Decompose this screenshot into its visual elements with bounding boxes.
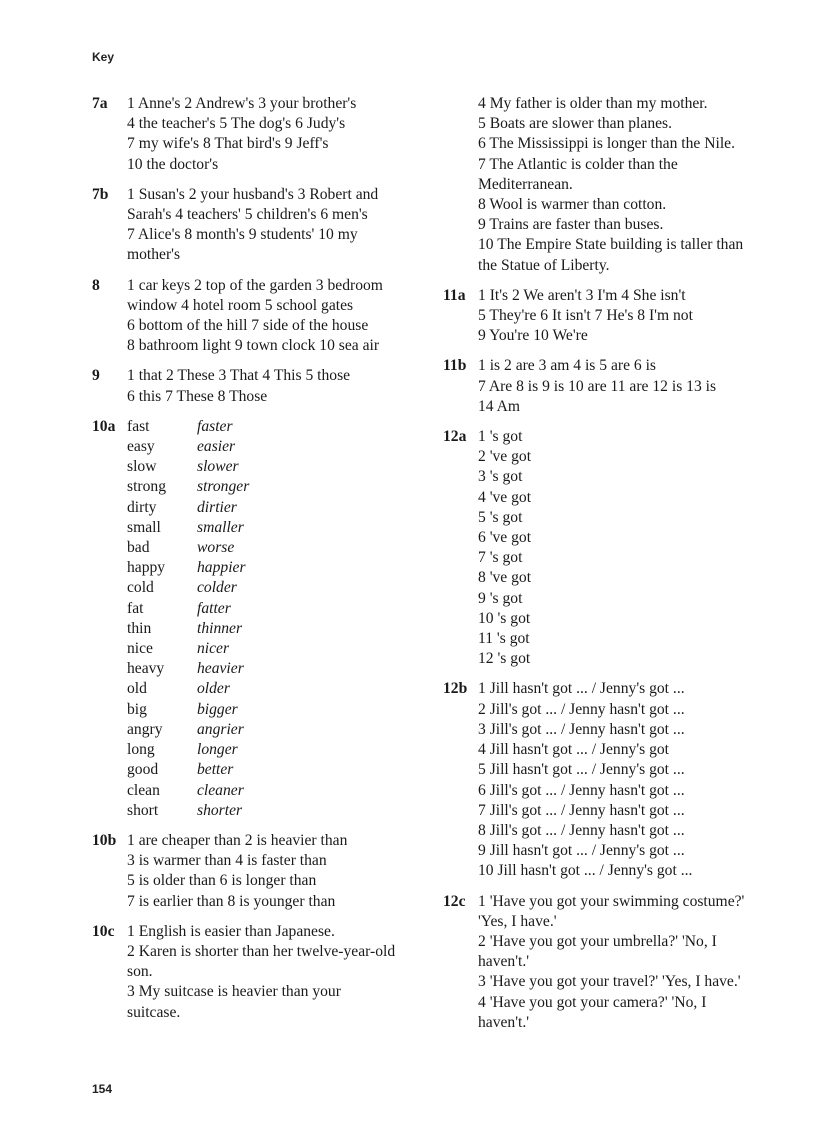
exercise-12a: [443, 427, 783, 669]
comparative: bigger: [197, 700, 238, 718]
exercise-continued: [443, 94, 783, 276]
answer-line: 1 It's 2 We aren't 3 I'm 4 She isn't: [478, 286, 686, 304]
answer-line: 7 Are 8 is 9 is 10 are 11 are 12 is 13 is: [478, 377, 717, 395]
exercise-11b: [443, 356, 783, 417]
answer-line: haven't.': [478, 953, 530, 971]
answer-line: the Statue of Liberty.: [478, 256, 610, 274]
adjective: dirty: [127, 498, 157, 516]
answer-line: 1 Jill hasn't got ... / Jenny's got ...: [478, 680, 685, 698]
answer-line: Mediterranean.: [478, 175, 573, 193]
exercise-number: 7b: [92, 185, 109, 203]
adjective: happy: [127, 559, 166, 577]
answer-line: 8 Jill's got ... / Jenny hasn't got ...: [478, 821, 685, 839]
comparative: angrier: [197, 720, 244, 738]
answer-line: 6 bottom of the hill 7 side of the house: [127, 317, 369, 335]
adjective: slow: [127, 458, 157, 476]
exercise-9: [92, 366, 424, 406]
comparative: happier: [197, 559, 246, 577]
answer-line: 5 Jill hasn't got ... / Jenny's got ...: [478, 761, 685, 779]
comparative: slower: [197, 458, 239, 476]
adjective: clean: [127, 781, 160, 799]
answer-line: 9 's got: [478, 589, 523, 607]
answer-line: 2 Karen is shorter than her twelve-year-old: [127, 942, 396, 960]
answer-line: 8 bathroom light 9 town clock 10 sea air: [127, 337, 380, 355]
comparative: heavier: [197, 660, 244, 678]
adjective: small: [127, 518, 161, 536]
exercise-8: [92, 276, 424, 357]
answer-line: 6 've got: [478, 529, 532, 547]
answer-line: 7 is earlier than 8 is younger than: [127, 892, 336, 910]
answer-line: 5 They're 6 It isn't 7 He's 8 I'm not: [478, 307, 693, 325]
answer-line: 12 's got: [478, 650, 531, 668]
answer-line: 10 The Empire State building is taller than: [478, 236, 744, 254]
exercise-10c: [92, 922, 424, 1023]
exercise-number: 12c: [443, 892, 466, 910]
answer-line: 10 Jill hasn't got ... / Jenny's got ...: [478, 862, 693, 880]
answer-line: 6 The Mississippi is longer than the Nile.: [478, 135, 735, 153]
comparative: stronger: [197, 478, 250, 496]
answer-line: 1 Anne's 2 Andrew's 3 your brother's: [127, 95, 357, 112]
exercise-7a: [92, 94, 424, 175]
answer-line: son.: [127, 963, 153, 981]
comparative: older: [197, 680, 230, 698]
adjective: nice: [127, 640, 153, 658]
comparative: fatter: [197, 599, 231, 617]
answer-line: 3 My suitcase is heavier than your: [127, 983, 341, 1001]
answer-line: 8 've got: [478, 569, 532, 587]
answer-line: 1 Susan's 2 your husband's 3 Robert and: [127, 185, 379, 203]
answer-line: suitcase.: [127, 1003, 181, 1021]
answer-line: 7 The Atlantic is colder than the: [478, 155, 678, 173]
answer-line: 3 is warmer than 4 is faster than: [127, 852, 327, 870]
exercise-number: 11a: [443, 286, 466, 304]
exercise-number: 12b: [443, 680, 468, 698]
answer-line: 9 Trains are faster than buses.: [478, 216, 664, 234]
answer-line: 4 My father is older than my mother.: [478, 95, 708, 112]
answer-line: 10 the doctor's: [127, 155, 219, 173]
answer-line: 6 Jill's got ... / Jenny hasn't got ...: [478, 781, 685, 799]
answer-line: 3 'Have you got your travel?' 'Yes, I have.': [478, 973, 741, 991]
exercise-number: 12a: [443, 428, 467, 446]
comparative: worse: [197, 539, 235, 557]
comparative: longer: [197, 741, 238, 759]
adjective: angry: [127, 720, 163, 738]
answer-line: 9 You're 10 We're: [478, 327, 588, 345]
exercise-number: 10c: [92, 922, 115, 940]
adjective: good: [127, 761, 159, 779]
exercise-number: 7a: [92, 95, 108, 112]
answer-line: 3 Jill's got ... / Jenny hasn't got ...: [478, 720, 685, 738]
exercise-10b: [92, 831, 424, 912]
adjective: strong: [127, 478, 166, 496]
exercise-12b: [443, 679, 783, 881]
answer-line: 5 Boats are slower than planes.: [478, 115, 673, 133]
answer-line: 8 Wool is warmer than cotton.: [478, 196, 667, 214]
comparative: faster: [197, 417, 233, 435]
exercise-number: 11b: [443, 357, 467, 375]
answer-line: mother's: [127, 246, 181, 264]
answer-line: 2 've got: [478, 448, 532, 466]
exercise-number: 10b: [92, 831, 117, 849]
comparative: dirtier: [197, 498, 237, 516]
answer-line: 1 English is easier than Japanese.: [127, 922, 335, 940]
comparative: thinner: [197, 619, 243, 637]
answer-line: 1 car keys 2 top of the garden 3 bedroom: [127, 276, 383, 294]
adjective: bad: [127, 539, 150, 557]
comparative: cleaner: [197, 781, 244, 799]
comparative: shorter: [197, 801, 243, 819]
answer-line: window 4 hotel room 5 school gates: [127, 296, 354, 314]
comparative: colder: [197, 579, 237, 597]
adjective: easy: [127, 438, 155, 456]
answer-line: Sarah's 4 teachers' 5 children's 6 men's: [127, 206, 368, 224]
comparative: smaller: [197, 518, 244, 536]
adjective: heavy: [127, 660, 165, 678]
answer-line: 7 my wife's 8 That bird's 9 Jeff's: [127, 135, 329, 153]
answer-line: 14 Am: [478, 397, 521, 415]
exercise-12c: [443, 892, 783, 1033]
exercise-7b: [92, 185, 424, 266]
page-number: 154: [92, 1082, 113, 1096]
answer-line: 10 's got: [478, 609, 531, 627]
adjective: cold: [127, 579, 154, 597]
answer-line: 4 'Have you got your camera?' 'No, I: [478, 993, 707, 1011]
comparative: nicer: [197, 640, 230, 658]
exercise-number: 10a: [92, 417, 116, 435]
comparative: better: [197, 761, 234, 779]
adjective: big: [127, 700, 147, 718]
answer-line: 9 Jill hasn't got ... / Jenny's got ...: [478, 842, 685, 860]
answer-line: 1 's got: [478, 428, 523, 446]
adjective: short: [127, 801, 159, 819]
answer-line: 7 Jill's got ... / Jenny hasn't got ...: [478, 801, 685, 819]
adjective: thin: [127, 619, 152, 637]
answer-line: 4 've got: [478, 488, 532, 506]
adjective: fast: [127, 417, 150, 435]
answer-line: 'Yes, I have.': [478, 912, 557, 930]
answer-line: 3 's got: [478, 468, 523, 486]
adjective: old: [127, 680, 147, 698]
comparative: easier: [197, 438, 236, 456]
answer-line: 1 are cheaper than 2 is heavier than: [127, 831, 348, 849]
right-column: [443, 94, 783, 1043]
exercise-number: 8: [92, 276, 100, 294]
answer-line: 1 is 2 are 3 am 4 is 5 are 6 is: [478, 357, 656, 375]
answer-line: 1 'Have you got your swimming costume?': [478, 892, 745, 910]
answer-line: 7 's got: [478, 549, 523, 567]
left-column: [92, 94, 424, 1033]
adjective: long: [127, 741, 155, 759]
answer-line: 1 that 2 These 3 That 4 This 5 those: [127, 367, 351, 385]
exercise-10a: [92, 417, 424, 821]
adjective: fat: [127, 599, 144, 617]
answer-line: 4 the teacher's 5 The dog's 6 Judy's: [127, 115, 346, 133]
exercise-11a: [443, 286, 783, 347]
answer-line: 7 Alice's 8 month's 9 students' 10 my: [127, 226, 358, 244]
running-header: Key: [92, 50, 115, 64]
comparatives-table: [127, 417, 424, 821]
exercise-number: 9: [92, 367, 100, 385]
answer-line: 6 this 7 These 8 Those: [127, 387, 268, 405]
answer-line: 2 Jill's got ... / Jenny hasn't got ...: [478, 700, 685, 718]
answer-line: 5 is older than 6 is longer than: [127, 872, 317, 890]
answer-line: 4 Jill hasn't got ... / Jenny's got: [478, 741, 670, 759]
answer-line: haven't.': [478, 1013, 530, 1031]
answer-line: 5 's got: [478, 508, 523, 526]
answer-line: 11 's got: [478, 630, 530, 648]
answer-line: 2 'Have you got your umbrella?' 'No, I: [478, 932, 717, 950]
